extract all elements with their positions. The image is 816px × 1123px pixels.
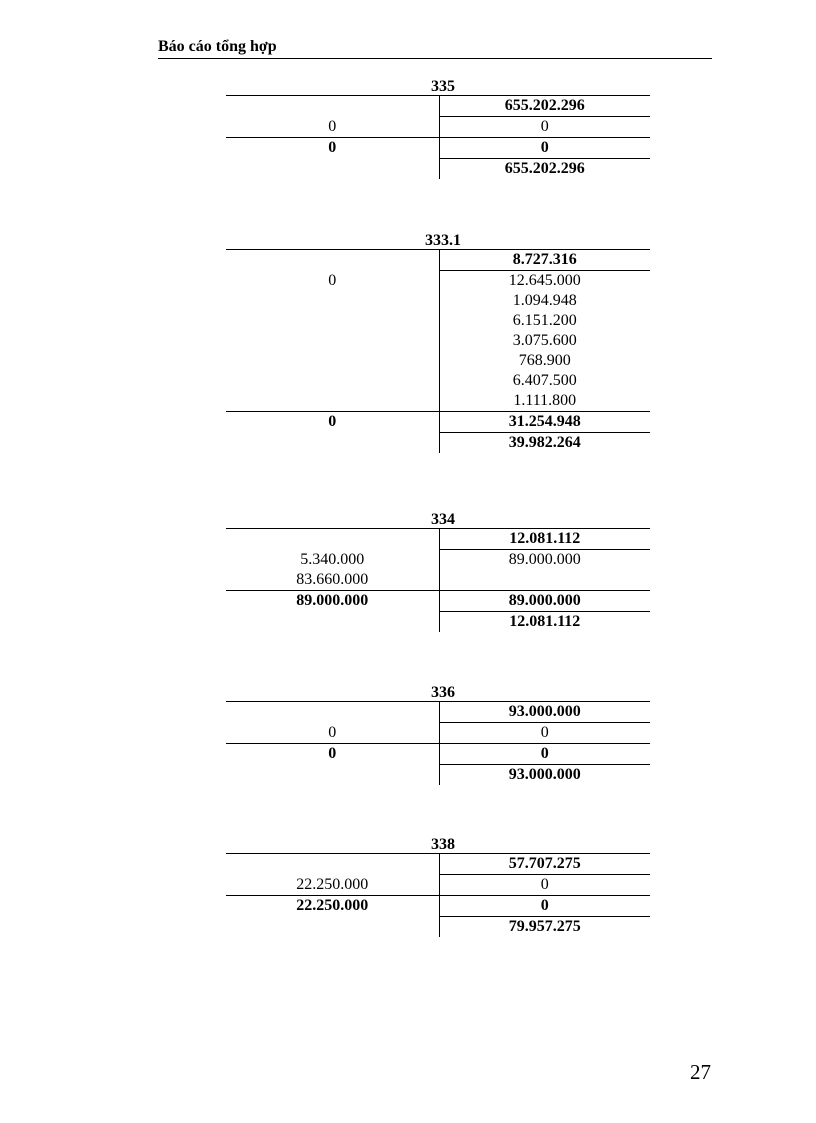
t-account-333-1 — [226, 232, 650, 453]
credit-total: 0 — [439, 138, 651, 159]
credit-entry: 89.000.000 — [439, 550, 651, 570]
account-code: 333.1 — [425, 232, 461, 249]
closing-balance: 12.081.112 — [439, 612, 651, 632]
page-number: 27 — [690, 1060, 711, 1084]
credit-total: 89.000.000 — [439, 591, 651, 612]
debit-entry: 83.660.000 — [296, 571, 369, 588]
t-account-338 — [226, 836, 650, 937]
account-code: 334 — [431, 511, 455, 528]
closing-balance: 39.982.264 — [439, 433, 651, 453]
debit-entry: 0 — [328, 724, 337, 741]
credit-entry: 0 — [439, 875, 651, 895]
opening-balance: 8.727.316 — [439, 250, 651, 271]
credit-entry: 0 — [439, 117, 651, 137]
debit-total: 0 — [328, 745, 337, 762]
account-code: 336 — [431, 684, 455, 701]
credit-total: 0 — [439, 896, 651, 917]
debit-total: 22.250.000 — [296, 897, 369, 914]
opening-balance: 12.081.112 — [439, 529, 651, 550]
opening-balance: 93.000.000 — [439, 702, 651, 723]
credit-entry: 1.111.800 — [439, 391, 651, 411]
report-header: Báo cáo tổng hợp — [158, 38, 712, 59]
opening-balance: 57.707.275 — [439, 854, 651, 875]
t-account-336 — [226, 684, 650, 785]
debit-total: 0 — [328, 413, 337, 430]
credit-entry: 3.075.600 — [439, 331, 651, 351]
closing-balance: 93.000.000 — [439, 765, 651, 785]
credit-entry: 6.407.500 — [439, 371, 651, 391]
debit-entry: 5.340.000 — [300, 551, 365, 568]
credit-entry: 768.900 — [439, 351, 651, 371]
closing-balance: 79.957.275 — [439, 917, 651, 937]
opening-balance: 655.202.296 — [439, 96, 651, 117]
account-code: 335 — [431, 78, 455, 95]
debit-total: 89.000.000 — [296, 592, 369, 609]
closing-balance: 655.202.296 — [439, 159, 651, 179]
credit-entry: 6.151.200 — [439, 311, 651, 331]
debit-total: 0 — [328, 139, 337, 156]
debit-entry: 22.250.000 — [296, 876, 369, 893]
credit-entry: 0 — [439, 723, 651, 743]
credit-total: 0 — [439, 744, 651, 765]
credit-entry: 12.645.000 — [439, 271, 651, 291]
t-account-334 — [226, 511, 650, 632]
credit-entry: 1.094.948 — [439, 291, 651, 311]
credit-total: 31.254.948 — [439, 412, 651, 433]
debit-entry: 0 — [328, 118, 337, 135]
debit-entry: 0 — [328, 272, 337, 289]
t-account-335 — [226, 78, 650, 179]
account-code: 338 — [431, 836, 455, 853]
